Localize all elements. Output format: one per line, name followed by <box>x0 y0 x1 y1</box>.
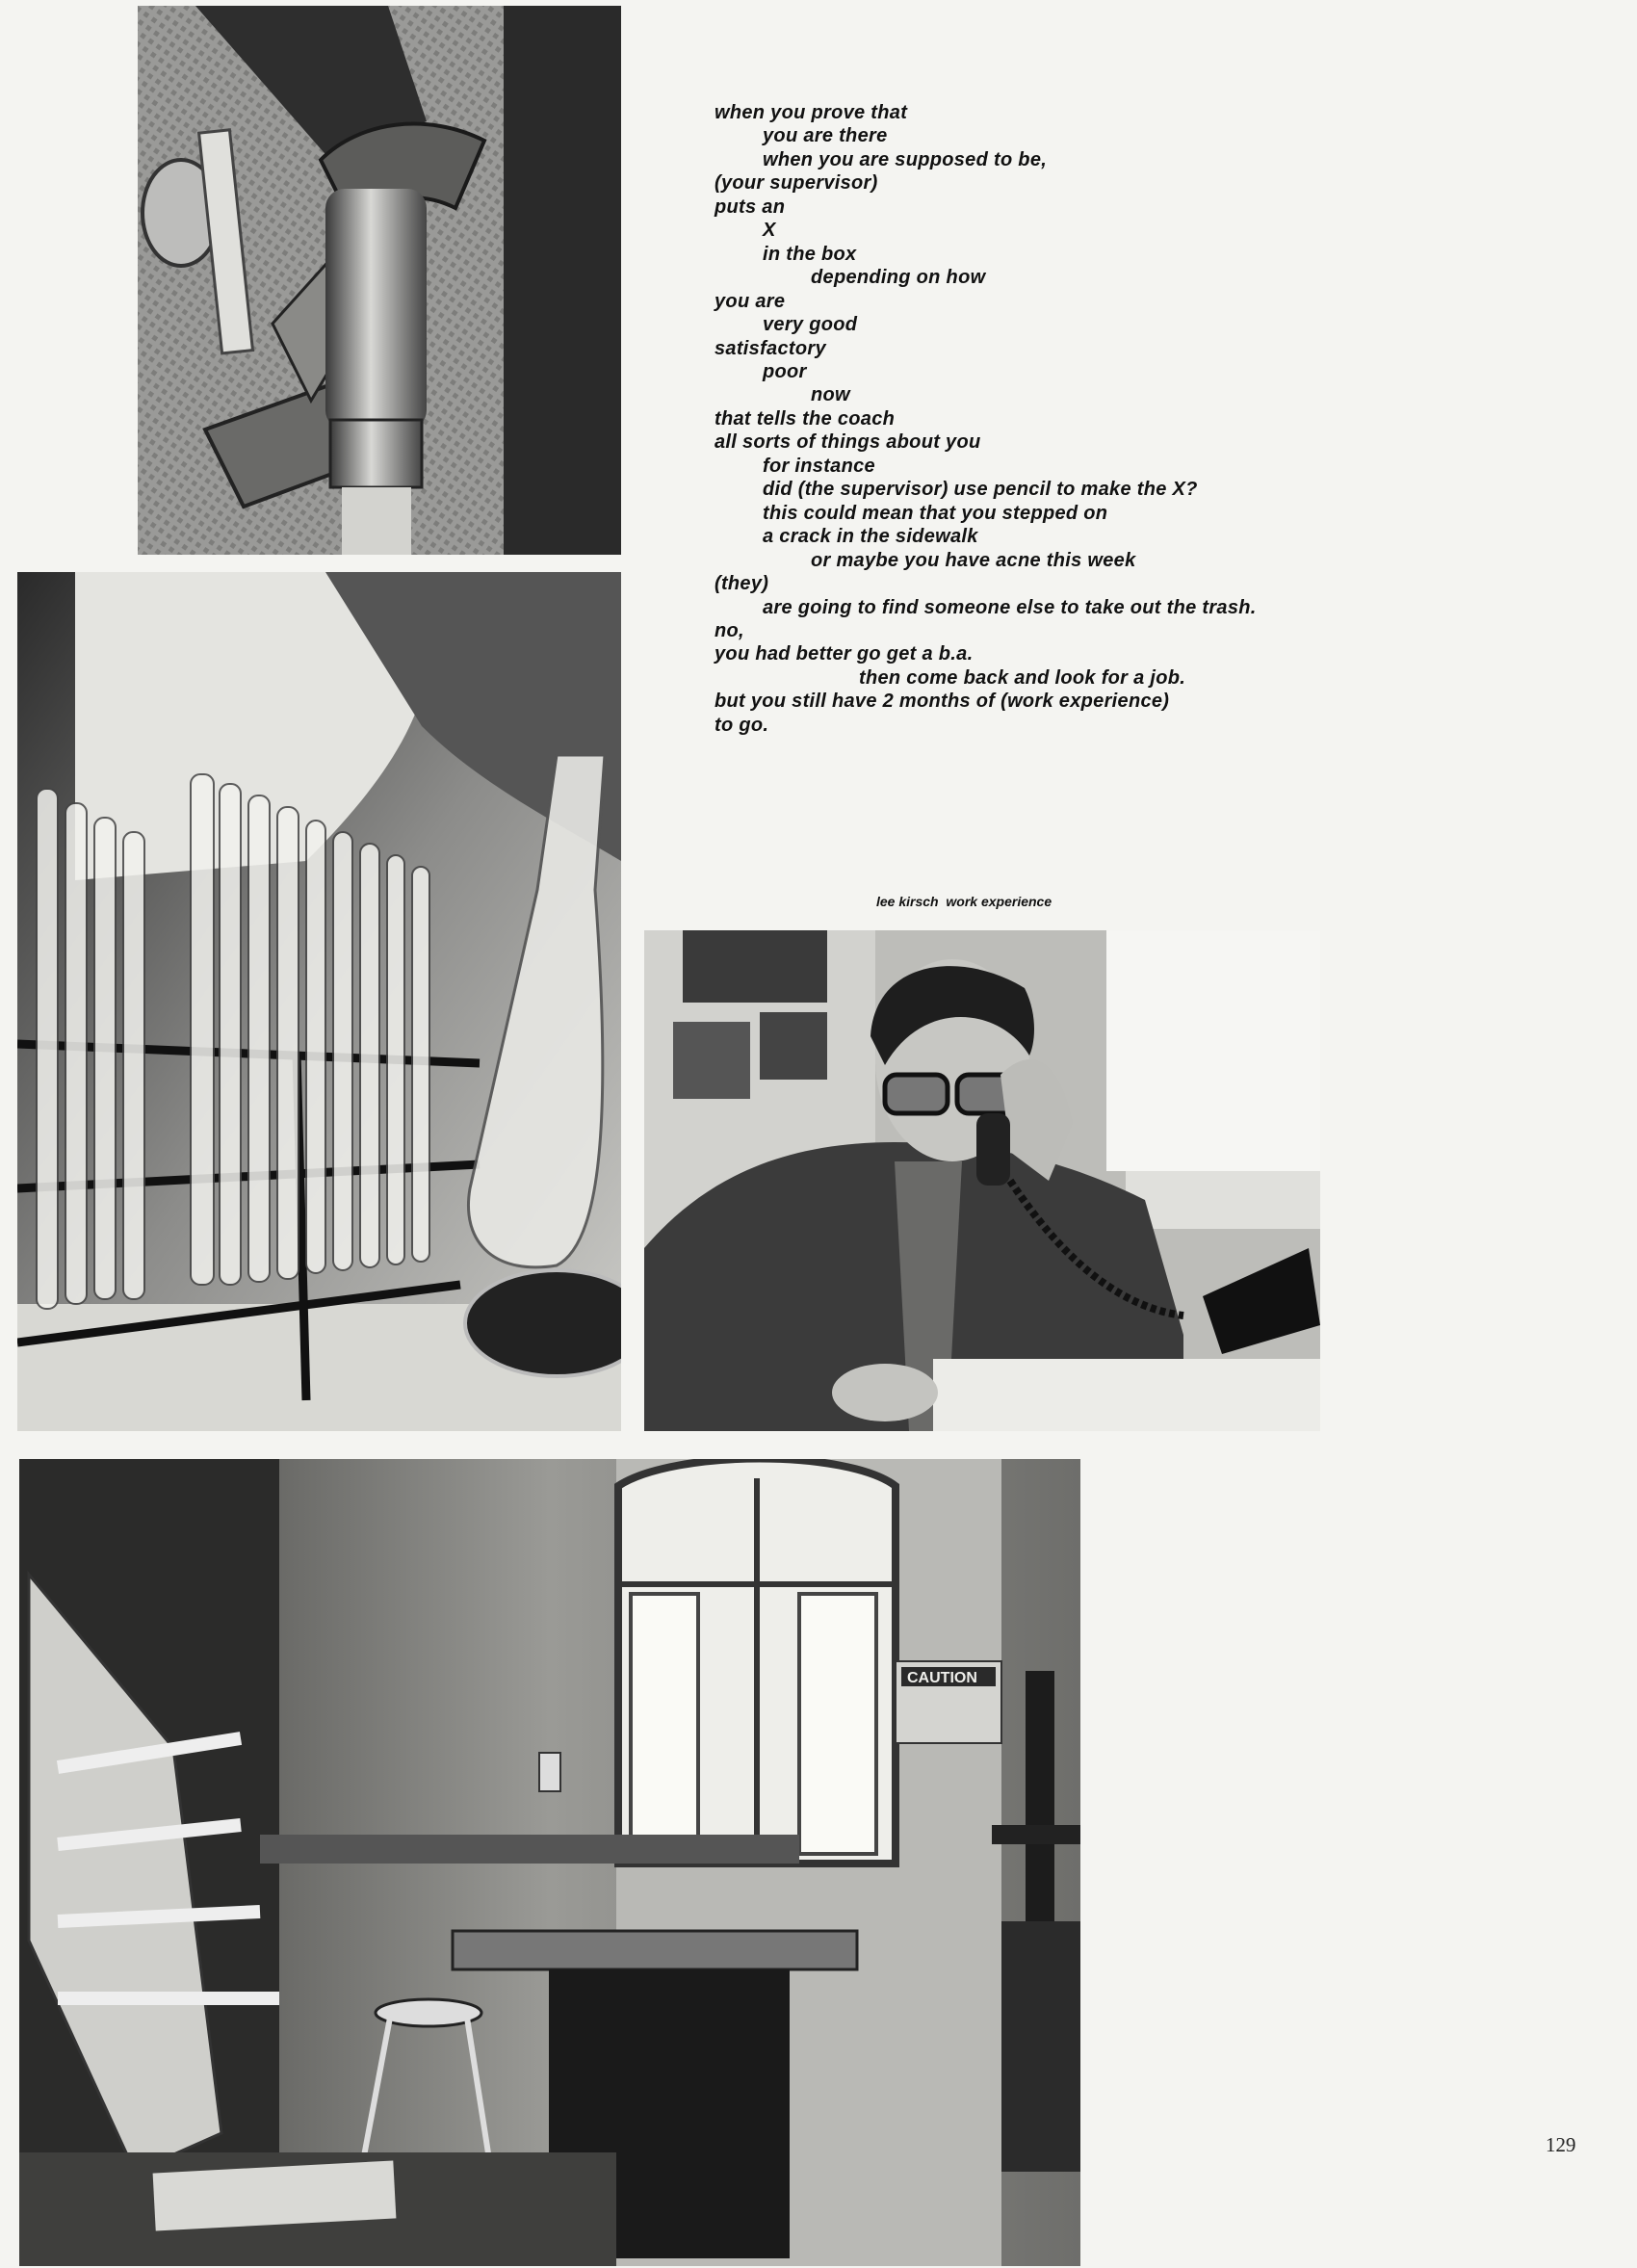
poem-line: now <box>811 384 850 406</box>
poem-line: are going to find someone else to take out the trash. <box>763 596 1257 618</box>
poem-line: did (the supervisor) use pencil to make the X? <box>763 479 1198 501</box>
caution-sign: CAUTION <box>907 1670 977 1686</box>
author-name: lee kirsch <box>876 894 939 909</box>
photo-workshop <box>19 1459 1080 2266</box>
photo-man-on-phone <box>644 930 1320 1431</box>
poem-line: when you are supposed to be, <box>763 148 1048 170</box>
poem-line: (your supervisor) <box>715 172 878 195</box>
poem-line: X <box>763 220 776 242</box>
poem-line: very good <box>763 314 858 336</box>
poem-line: depending on how <box>811 267 986 289</box>
photo-gas-nozzle <box>138 6 621 555</box>
credit-line <box>876 894 1052 909</box>
poem-line: for instance <box>763 455 875 477</box>
poem-line: no, <box>715 619 744 641</box>
poem-line: in the box <box>763 243 857 265</box>
poem-line: but you still have 2 months of (work experience) <box>715 691 1170 713</box>
page-number: 129 <box>1546 2133 1576 2156</box>
poem-title: work experience <box>946 894 1052 909</box>
poem-line: (they) <box>715 573 769 595</box>
poem-line: all sorts of things about you <box>715 431 981 454</box>
poem-line: you are there <box>763 125 888 147</box>
poem-text <box>715 101 1350 737</box>
poem-line: satisfactory <box>715 337 826 359</box>
poem-line: that tells the coach <box>715 407 896 430</box>
poem-line: when you prove that <box>715 102 908 123</box>
poem-line: this could mean that you stepped on <box>763 502 1108 524</box>
poem-line: poor <box>763 360 807 382</box>
photo-test-tubes <box>17 572 621 1431</box>
poem-line: or maybe you have acne this week <box>811 549 1136 571</box>
poem-line: you are <box>715 290 786 312</box>
poem-line: puts an <box>715 196 786 218</box>
poem-line: you had better go get a b.a. <box>715 643 974 665</box>
poem-line: a crack in the sidewalk <box>763 526 978 548</box>
poem-line: to go. <box>715 714 769 736</box>
poem-line: then come back and look for a job. <box>859 666 1186 689</box>
